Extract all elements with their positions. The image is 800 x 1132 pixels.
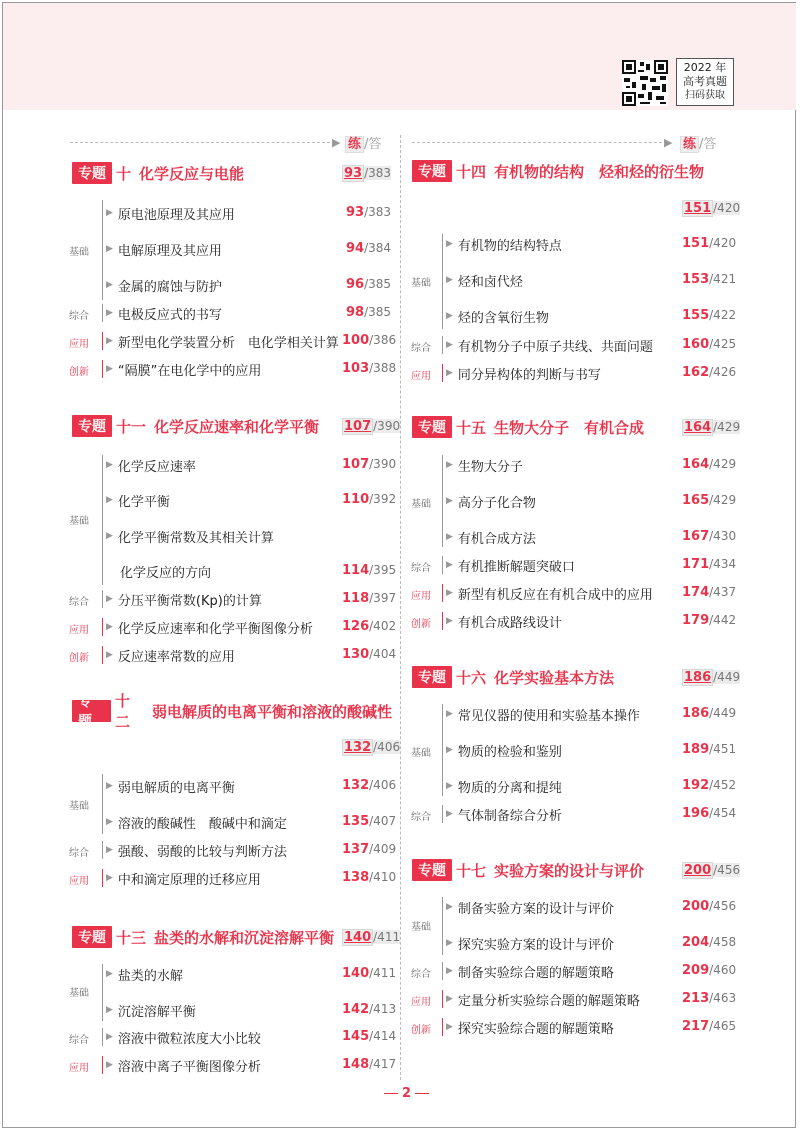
qr-caption-scan: 扫码获取	[685, 90, 725, 101]
category-basic: 基础	[69, 801, 89, 812]
toc-item[interactable]: ▶ 同分异构体的判断与书写	[446, 367, 601, 383]
category-application: 应用	[69, 876, 89, 887]
practice-label: 练	[345, 136, 364, 153]
qr-caption-box	[676, 58, 734, 106]
toc-item[interactable]: ▶ 烃的含氧衍生物	[446, 310, 549, 326]
toc-item-pages[interactable]: 135/407	[342, 814, 397, 829]
section-title: 弱电解质的电离平衡和溶液的酸碱性	[151, 702, 392, 721]
category-comprehensive: 综合	[411, 969, 431, 980]
triangle-icon: ▶	[106, 969, 113, 979]
header-rule-right	[412, 142, 667, 143]
triangle-icon: ▶	[446, 902, 453, 912]
toc-item-pages[interactable]: 174/437	[682, 585, 737, 600]
toc-item-pages[interactable]: 96/385	[346, 277, 392, 292]
section-number: 十二	[115, 692, 131, 731]
toc-item-pages[interactable]: 107/390	[342, 457, 397, 472]
toc-item-pages[interactable]: 186/449	[682, 706, 737, 721]
triangle-icon: ▶	[446, 368, 453, 378]
triangle-icon: ▶	[446, 275, 453, 285]
category-comprehensive: 综合	[69, 1035, 89, 1046]
category-application: 应用	[411, 997, 431, 1008]
category-innovation: 创新	[411, 1025, 431, 1036]
section-16-pages[interactable]: 186 /449	[684, 670, 741, 685]
triangle-icon: ▶	[106, 873, 113, 883]
section-title: 生物大分子 有机合成	[494, 418, 645, 437]
toc-item[interactable]: ▶ “隔膜”在电化学中的应用	[106, 363, 262, 379]
section-number: 十四	[456, 162, 487, 181]
topic-badge: 专题	[72, 162, 112, 184]
triangle-icon: ▶	[106, 781, 113, 791]
triangle-icon: ▶	[446, 239, 453, 249]
toc-item-pages[interactable]: 98/385	[346, 305, 392, 320]
topic-badge: 专题	[72, 926, 112, 948]
section-number: 十一	[116, 417, 147, 436]
category-comprehensive: 综合	[69, 311, 89, 322]
toc-item-pages[interactable]: 167/430	[682, 529, 737, 544]
triangle-icon: ▶	[106, 280, 113, 290]
toc-item[interactable]: ▶ 化学平衡常数及其相关计算	[106, 530, 274, 546]
toc-item-pages[interactable]: 118/397	[342, 591, 397, 606]
toc-item[interactable]: ▶ 有机推断解题突破口	[446, 559, 575, 575]
toc-item-pages[interactable]: 189/451	[682, 742, 737, 757]
slash: /	[364, 137, 369, 152]
category-basic: 基础	[411, 499, 431, 510]
category-basic: 基础	[69, 516, 89, 527]
section-13-pages[interactable]: 140 /411	[344, 930, 401, 945]
toc-item[interactable]: ▶ 强酸、弱酸的比较与判断方法	[106, 844, 287, 860]
qr-caption-title: 高考真题	[683, 75, 727, 88]
triangle-icon: ▶	[106, 1005, 113, 1015]
category-innovation: 创新	[69, 367, 89, 378]
category-comprehensive: 综合	[69, 848, 89, 859]
toc-item[interactable]: ▶ 电极反应式的书写	[106, 307, 222, 323]
category-basic: 基础	[411, 922, 431, 933]
toc-item[interactable]: ▶ 沉淀溶解平衡	[106, 1004, 196, 1020]
toc-item[interactable]: ▶ 分压平衡常数(Kp)的计算	[106, 593, 262, 609]
category-application: 应用	[69, 339, 89, 350]
category-basic: 基础	[69, 988, 89, 999]
toc-item[interactable]: ▶ 生物大分子	[446, 459, 523, 475]
triangle-icon: ▶	[106, 1032, 113, 1042]
toc-item[interactable]: ▶ 溶液中微粒浓度大小比较	[106, 1031, 261, 1047]
category-application: 应用	[411, 371, 431, 382]
practice-answer-legend-left	[345, 133, 381, 152]
toc-item-pages[interactable]: 151/420	[682, 236, 737, 251]
triangle-icon: ▶	[446, 1022, 453, 1032]
toc-item[interactable]: ▶ 化学反应速率	[106, 459, 196, 475]
triangle-icon: ▶	[106, 208, 113, 218]
toc-item-pages[interactable]: 217/465	[682, 1019, 737, 1034]
triangle-icon: ▶	[106, 622, 113, 632]
toc-item-pages[interactable]: 140/411	[342, 966, 397, 981]
toc-item-pages[interactable]: 204/458	[682, 935, 737, 950]
triangle-icon: ▶	[106, 460, 113, 470]
toc-item[interactable]: ▶ 溶液的酸碱性 酸碱中和滴定	[106, 816, 287, 832]
section-number: 十	[116, 164, 132, 183]
toc-item-pages[interactable]: 155/422	[682, 308, 737, 323]
section-11-pages[interactable]: 107 /390	[344, 419, 401, 434]
section-title: 化学反应与电能	[139, 164, 245, 183]
toc-item-pages[interactable]: 110/392	[342, 492, 397, 507]
toc-item-pages[interactable]: 171/434	[682, 557, 737, 572]
toc-item[interactable]: ▶ 常见仪器的使用和实验基本操作	[446, 708, 640, 724]
toc-item[interactable]: ▶ 化学反应速率和化学平衡图像分析	[106, 621, 313, 637]
toc-item[interactable]: ▶ 制备实验综合题的解题策略	[446, 965, 614, 981]
toc-item[interactable]: ▶ 原电池原理及其应用	[106, 207, 235, 223]
toc-item-pages[interactable]: 94/384	[346, 241, 392, 256]
toc-item[interactable]: ▶ 中和滴定原理的迁移应用	[106, 872, 261, 888]
toc-item-pages[interactable]: 130/404	[342, 647, 397, 662]
section-14-pages[interactable]: 151 /420	[684, 201, 741, 216]
section-title: 盐类的水解和沉淀溶解平衡	[154, 928, 335, 947]
answer-label: 答	[368, 137, 382, 152]
section-14-header[interactable]	[412, 160, 752, 190]
arrow-right-icon: ▶	[332, 136, 341, 149]
header-rule-left	[70, 142, 335, 143]
toc-item-pages[interactable]: 93/383	[346, 205, 392, 220]
category-innovation: 创新	[411, 619, 431, 630]
triangle-icon: ▶	[446, 709, 453, 719]
toc-item[interactable]: ▶ 物质的检验和鉴别	[446, 744, 562, 760]
triangle-icon: ▶	[106, 817, 113, 827]
triangle-icon: ▶	[446, 496, 453, 506]
practice-answer-legend-right	[680, 133, 716, 152]
answer-label: 答	[703, 137, 717, 152]
toc-item-pages[interactable]: 126/402	[342, 619, 397, 634]
triangle-icon: ▶	[446, 340, 453, 350]
triangle-icon: ▶	[106, 495, 113, 505]
triangle-icon: ▶	[446, 616, 453, 626]
practice-label: 练	[680, 136, 699, 153]
triangle-icon: ▶	[446, 588, 453, 598]
section-title: 实验方案的设计与评价	[494, 861, 645, 880]
toc-item[interactable]: ▶ 物质的分离和提纯	[446, 780, 562, 796]
qr-caption-year: 2022 年	[683, 61, 727, 74]
toc-item[interactable]: ▶ 反应速率常数的应用	[106, 649, 235, 665]
category-comprehensive: 综合	[411, 812, 431, 823]
section-title: 化学实验基本方法	[494, 668, 615, 687]
qr-code[interactable]	[622, 60, 668, 106]
category-innovation: 创新	[69, 653, 89, 664]
category-application: 应用	[411, 591, 431, 602]
section-title: 有机物的结构 烃和烃的衍生物	[494, 162, 705, 181]
category-application: 应用	[69, 1063, 89, 1074]
toc-item-pages[interactable]: 138/410	[342, 870, 397, 885]
toc-item[interactable]: ▶ 有机合成路线设计	[446, 615, 562, 631]
triangle-icon: ▶	[446, 994, 453, 1004]
triangle-icon: ▶	[446, 966, 453, 976]
toc-item-pages[interactable]: 114/395	[342, 563, 397, 578]
triangle-icon: ▶	[106, 244, 113, 254]
section-number: 十七	[456, 861, 487, 880]
toc-item[interactable]: ▶ 弱电解质的电离平衡	[106, 780, 235, 796]
arrow-right-icon: ▶	[664, 136, 673, 149]
category-comprehensive: 综合	[411, 563, 431, 574]
triangle-icon: ▶	[106, 364, 113, 374]
toc-item-pages[interactable]: 162/426	[682, 365, 737, 380]
toc-item[interactable]: ▶ 新型有机反应在有机合成中的应用	[446, 587, 653, 603]
topic-badge: 专题	[412, 666, 452, 688]
toc-item-pages[interactable]: 153/421	[682, 272, 737, 287]
toc-item[interactable]: ▶ 气体制备综合分析	[446, 808, 562, 824]
toc-item-continued[interactable]: 化学反应的方向	[120, 565, 212, 581]
triangle-icon: ▶	[106, 594, 113, 604]
toc-item-pages[interactable]: 100/386	[342, 333, 397, 348]
triangle-icon: ▶	[446, 311, 453, 321]
section-12-pages[interactable]: 132 /406	[344, 740, 401, 755]
toc-item-pages[interactable]: 145/414	[342, 1029, 397, 1044]
category-application: 应用	[69, 625, 89, 636]
toc-item[interactable]: ▶ 高分子化合物	[446, 495, 536, 511]
section-17-pages[interactable]: 200 /456	[684, 863, 741, 878]
triangle-icon: ▶	[106, 845, 113, 855]
triangle-icon: ▶	[106, 308, 113, 318]
triangle-icon: ▶	[446, 781, 453, 791]
topic-badge: 专题	[412, 416, 452, 438]
toc-item[interactable]: ▶ 溶液中离子平衡图像分析	[106, 1059, 261, 1075]
section-12-header[interactable]	[72, 692, 392, 731]
triangle-icon: ▶	[446, 560, 453, 570]
section-15-pages[interactable]: 164 /429	[684, 420, 741, 435]
toc-item-pages[interactable]: 160/425	[682, 337, 737, 352]
section-title: 化学反应速率和化学平衡	[154, 417, 320, 436]
category-comprehensive: 综合	[411, 343, 431, 354]
topic-badge: 专题	[72, 700, 111, 722]
toc-item-pages[interactable]: 164/429	[682, 457, 737, 472]
toc-item[interactable]: ▶ 有机物的结构特点	[446, 238, 562, 254]
triangle-icon: ▶	[106, 336, 113, 346]
toc-item-pages[interactable]: 132/406	[342, 778, 397, 793]
triangle-icon: ▶	[446, 809, 453, 819]
toc-item-pages[interactable]: 213/463	[682, 991, 737, 1006]
section-number: 十六	[456, 668, 487, 687]
category-basic: 基础	[411, 278, 431, 289]
toc-item-pages[interactable]: 192/452	[682, 778, 737, 793]
category-basic: 基础	[411, 748, 431, 759]
toc-item[interactable]: ▶ 盐类的水解	[106, 968, 183, 984]
triangle-icon: ▶	[106, 650, 113, 660]
toc-item[interactable]: ▶ 新型电化学装置分析 电化学相关计算	[106, 335, 339, 351]
toc-item[interactable]: ▶ 电解原理及其应用	[106, 243, 222, 259]
toc-item-pages[interactable]: 165/429	[682, 493, 737, 508]
toc-item[interactable]: ▶ 金属的腐蚀与防护	[106, 279, 222, 295]
toc-item-pages[interactable]: 196/454	[682, 806, 737, 821]
toc-item-pages[interactable]: 137/409	[342, 842, 397, 857]
toc-item[interactable]: ▶ 化学平衡	[106, 494, 170, 510]
triangle-icon: ▶	[446, 745, 453, 755]
section-10-pages[interactable]: 93 /383	[344, 166, 392, 181]
page-number: 2	[380, 1086, 433, 1101]
triangle-icon: ▶	[446, 938, 453, 948]
toc-item[interactable]: ▶ 有机合成方法	[446, 531, 536, 547]
column-divider	[400, 135, 401, 1080]
triangle-icon: ▶	[446, 460, 453, 470]
triangle-icon: ▶	[106, 1060, 113, 1070]
toc-item[interactable]: ▶ 制备实验方案的设计与评价	[446, 901, 614, 917]
toc-item-pages[interactable]: 103/388	[342, 361, 397, 376]
topic-badge: 专题	[72, 415, 112, 437]
toc-item-pages[interactable]: 142/413	[342, 1002, 397, 1017]
toc-item-pages[interactable]: 200/456	[682, 899, 737, 914]
toc-item[interactable]: ▶ 探究实验综合题的解题策略	[446, 1021, 614, 1037]
section-number: 十五	[456, 418, 487, 437]
toc-item[interactable]: ▶ 烃和卤代烃	[446, 274, 523, 290]
toc-item[interactable]: ▶ 有机物分子中原子共线、共面问题	[446, 339, 653, 355]
slash: /	[699, 137, 704, 152]
category-basic: 基础	[69, 247, 89, 258]
triangle-icon: ▶	[446, 532, 453, 542]
section-number: 十三	[116, 928, 147, 947]
toc-item-pages[interactable]: 179/442	[682, 613, 737, 628]
triangle-icon: ▶	[106, 531, 113, 541]
topic-badge: 专题	[412, 160, 452, 182]
topic-badge: 专题	[412, 859, 452, 881]
category-comprehensive: 综合	[69, 597, 89, 608]
toc-item-pages[interactable]: 148/417	[342, 1057, 397, 1072]
toc-item[interactable]: ▶ 探究实验方案的设计与评价	[446, 937, 614, 953]
toc-item-pages[interactable]: 209/460	[682, 963, 737, 978]
toc-item[interactable]: ▶ 定量分析实验综合题的解题策略	[446, 993, 640, 1009]
